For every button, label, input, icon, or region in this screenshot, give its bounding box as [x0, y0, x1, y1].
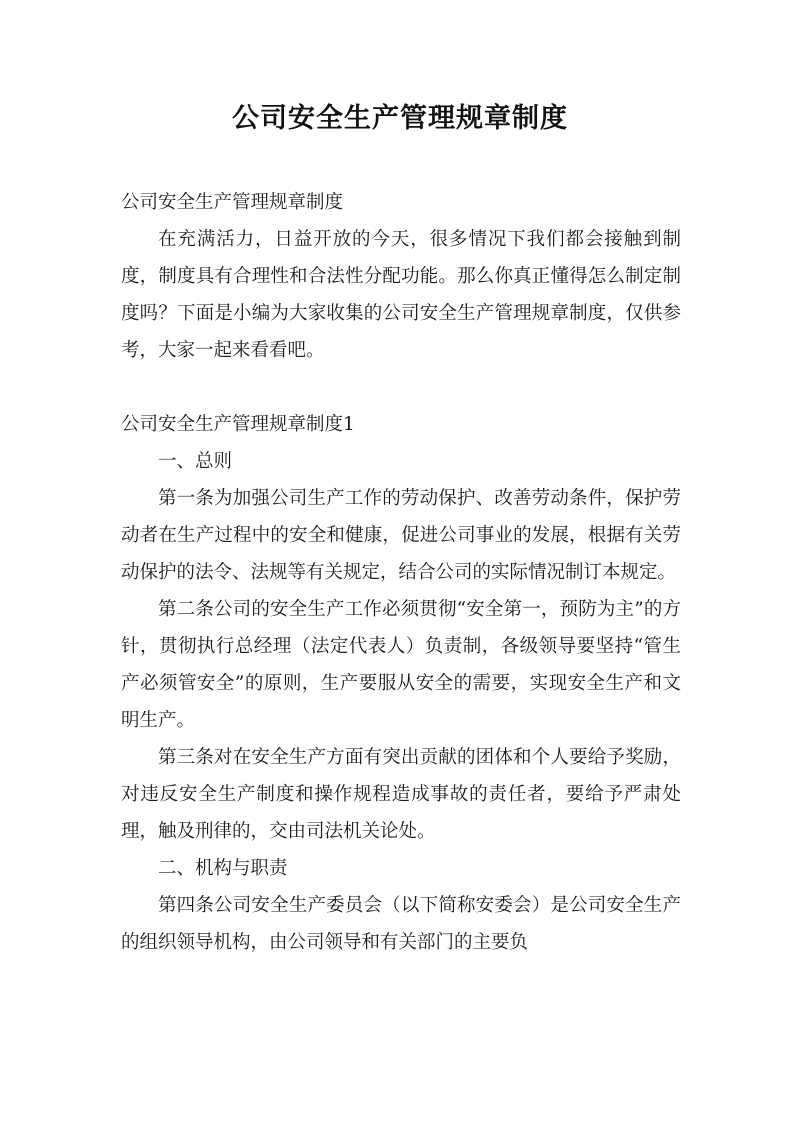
article-2: 第二条公司的安全生产工作必须贯彻“安全第一，预防为主”的方针，贯彻执行总经理（法定代表人）负责制，各级领导要坚持“管生产必须管安全”的原则，生产要服从安全的需要，实现安全生产和文明生产。 [121, 599, 681, 731]
chapter-heading-general: 一、总则 [158, 451, 233, 472]
paragraph-spacer [121, 369, 681, 406]
intro-paragraph: 在充满活力，日益开放的今天，很多情况下我们都会接触到制度，制度具有合理性和合法性分配功能。那么你真正懂得怎么制定制度吗？下面是小编为大家收集的公司安全生产管理规章制度，仅供参考，大家一起来看看吧。 [121, 229, 681, 361]
article-3: 第三条对在安全生产方面有突出贡献的团体和个人要给予奖励，对违反安全生产制度和操作规程造成事故的责任者，要给予严肃处理，触及刑律的，交由司法机关论处。 [121, 747, 681, 842]
article-1: 第一条为加强公司生产工作的劳动保护、改善劳动条件，保护劳动者在生产过程中的安全和健康，促进公司事业的发展，根据有关劳动保护的法令、法规等有关规定，结合公司的实际情况制订本规定。 [121, 488, 681, 583]
chapter-heading-organization: 二、机构与职责 [158, 858, 288, 879]
document-body [121, 184, 681, 961]
section-heading-intro: 公司安全生产管理规章制度 [121, 192, 344, 213]
article-4: 第四条公司安全生产委员会（以下简称安委会）是公司安全生产的组织领导机构，由公司领导和有关部门的主要负 [121, 895, 681, 953]
document-title: 公司安全生产管理规章制度 [232, 103, 568, 134]
section-heading-1: 公司安全生产管理规章制度1 [121, 414, 355, 435]
